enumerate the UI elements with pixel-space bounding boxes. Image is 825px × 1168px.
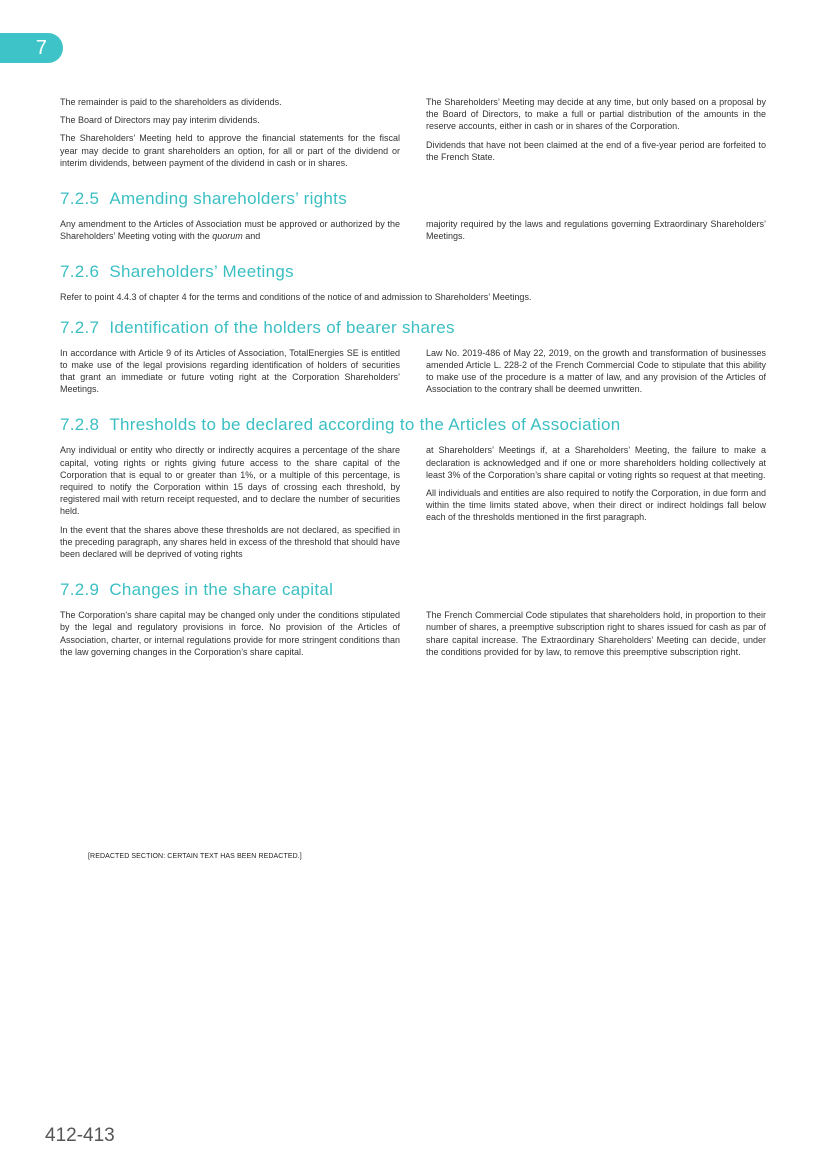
section-heading-7-2-5 xyxy=(60,189,766,209)
section-heading-7-2-9 xyxy=(60,580,766,600)
right-column xyxy=(426,218,766,248)
right-column xyxy=(426,609,766,664)
page-content xyxy=(60,96,766,664)
page-number: 412-413 xyxy=(45,1125,115,1146)
section-title: Amending shareholders’ rights xyxy=(109,189,348,209)
paragraph: The French Commercial Code stipulates that shareholders hold, in proportion to their number of shares, a preemptive subscription right to shares issued for cash as par of share capital increase. The Extraordinary Shareholders’ Meeting can decide, under the conditions provided for by law, to remove this preemptive subscription right. xyxy=(426,610,766,657)
left-column xyxy=(60,444,400,566)
section-heading-7-2-7 xyxy=(60,318,766,338)
right-column xyxy=(426,96,766,175)
section-title: Shareholders’ Meetings xyxy=(109,262,294,282)
section-title: Identification of the holders of bearer shares xyxy=(109,317,455,337)
section-7-2-7-columns xyxy=(60,347,766,402)
section-number: 7.2.9 xyxy=(60,580,100,600)
section-number: 7.2.5 xyxy=(60,189,100,209)
section-7-2-9-columns xyxy=(60,609,766,664)
section-number: 7.2.6 xyxy=(60,262,100,282)
paragraph: Any individual or entity who directly or indirectly acquires a percentage of the share capital, voting rights or rights giving future access to the share capital of the Corporation that is equal to or greater than 1%, or a multiple of this percentage, is required to notify the Corporation within 15 days of crossing each threshold, by registered mail with return receipt requested, and to declare the number of securities held. xyxy=(60,445,400,517)
paragraph: All individuals and entities are also required to notify the Corporation, in due form and within the time limits stated above, when their direct or indirect holdings fall below each of the thresholds mentioned in the first paragraph. xyxy=(426,488,766,523)
chapter-tab: 7 xyxy=(0,33,63,63)
section-number: 7.2.7 xyxy=(60,317,100,337)
section-heading-7-2-6 xyxy=(60,262,766,282)
paragraph: The Board of Directors may pay interim dividends. xyxy=(60,115,260,126)
redaction-notice: [REDACTED SECTION: CERTAIN TEXT HAS BEEN REDACTED.] xyxy=(88,853,302,860)
left-column xyxy=(60,218,400,248)
paragraph: The Corporation’s share capital may be changed only under the conditions stipulated by the legal and regulatory provisions in force. No provision of the Articles of Association, charter, or internal regulations provide for more stringent conditions than the law governing changes in the Corporation’s share capital. xyxy=(60,610,400,657)
paragraph: The Shareholders’ Meeting held to approve the financial statements for the fiscal year may decide to grant shareholders an option, for all or part of the dividend or interim dividends, between payment of the dividend in cash or in shares. xyxy=(60,133,400,168)
paragraph: The Shareholders’ Meeting may decide at any time, but only based on a proposal by the Board of Directors, to make a full or partial distribution of the amounts in the reserve accounts, either in cash or in shares of the Corporation. xyxy=(426,97,766,132)
paragraph: In the event that the shares above these thresholds are not declared, as specified in the preceding paragraph, any shares held in excess of the threshold that should have been declared will be deprived of voting rights xyxy=(60,524,400,560)
left-column xyxy=(60,96,400,175)
intro-columns xyxy=(60,96,766,175)
text-run: Any amendment to the Articles of Association must be approved or authorized by the Shareholders’ Meeting voting with the xyxy=(60,219,400,242)
paragraph: Law No. 2019-486 of May 22, 2019, on the growth and transformation of businesses amended Article L. 228-2 of the French Commercial Code to stipulate that this ability to make use of the procedure is a matter of law, and any provision of the Articles of Association to the contrary shall be deemed unwritten. xyxy=(426,347,766,395)
paragraph xyxy=(60,218,400,242)
paragraph: majority required by the laws and regulations governing Extraordinary Shareholders’ Meetings. xyxy=(426,219,766,242)
left-column xyxy=(60,347,400,402)
section-title: Changes in the share capital xyxy=(109,580,334,600)
italic-term: quorum xyxy=(212,231,243,242)
section-7-2-5-columns xyxy=(60,218,766,248)
paragraph: at Shareholders’ Meetings if, at a Shareholders’ Meeting, the failure to make a declaration is acknowledged and if one or more shareholders holding collectively at least 3% of the Corporation’s share capital or voting rights so request at that meeting. xyxy=(426,445,766,480)
right-column xyxy=(426,347,766,402)
paragraph: The remainder is paid to the shareholders as dividends. xyxy=(60,97,282,107)
section-7-2-8-columns xyxy=(60,444,766,566)
paragraph: Refer to point 4.4.3 of chapter 4 for the terms and conditions of the notice of and admission to Shareholders’ Meetings. xyxy=(60,292,532,303)
paragraph: In accordance with Article 9 of its Articles of Association, TotalEnergies SE is entitled to make use of the legal provisions regarding identification of holders of securities that grant an immediate or future voting right at the Corporation Shareholders’ Meetings. xyxy=(60,347,400,395)
section-number: 7.2.8 xyxy=(60,415,100,435)
text-run: and xyxy=(242,231,261,242)
section-title: Thresholds to be declared according to the Articles of Association xyxy=(109,415,621,435)
left-column xyxy=(60,609,400,664)
right-column xyxy=(426,444,766,566)
section-heading-7-2-8 xyxy=(60,415,766,435)
section-7-2-6-body xyxy=(60,291,766,303)
paragraph: Dividends that have not been claimed at the end of a five-year period are forfeited to the French State. xyxy=(426,139,766,162)
